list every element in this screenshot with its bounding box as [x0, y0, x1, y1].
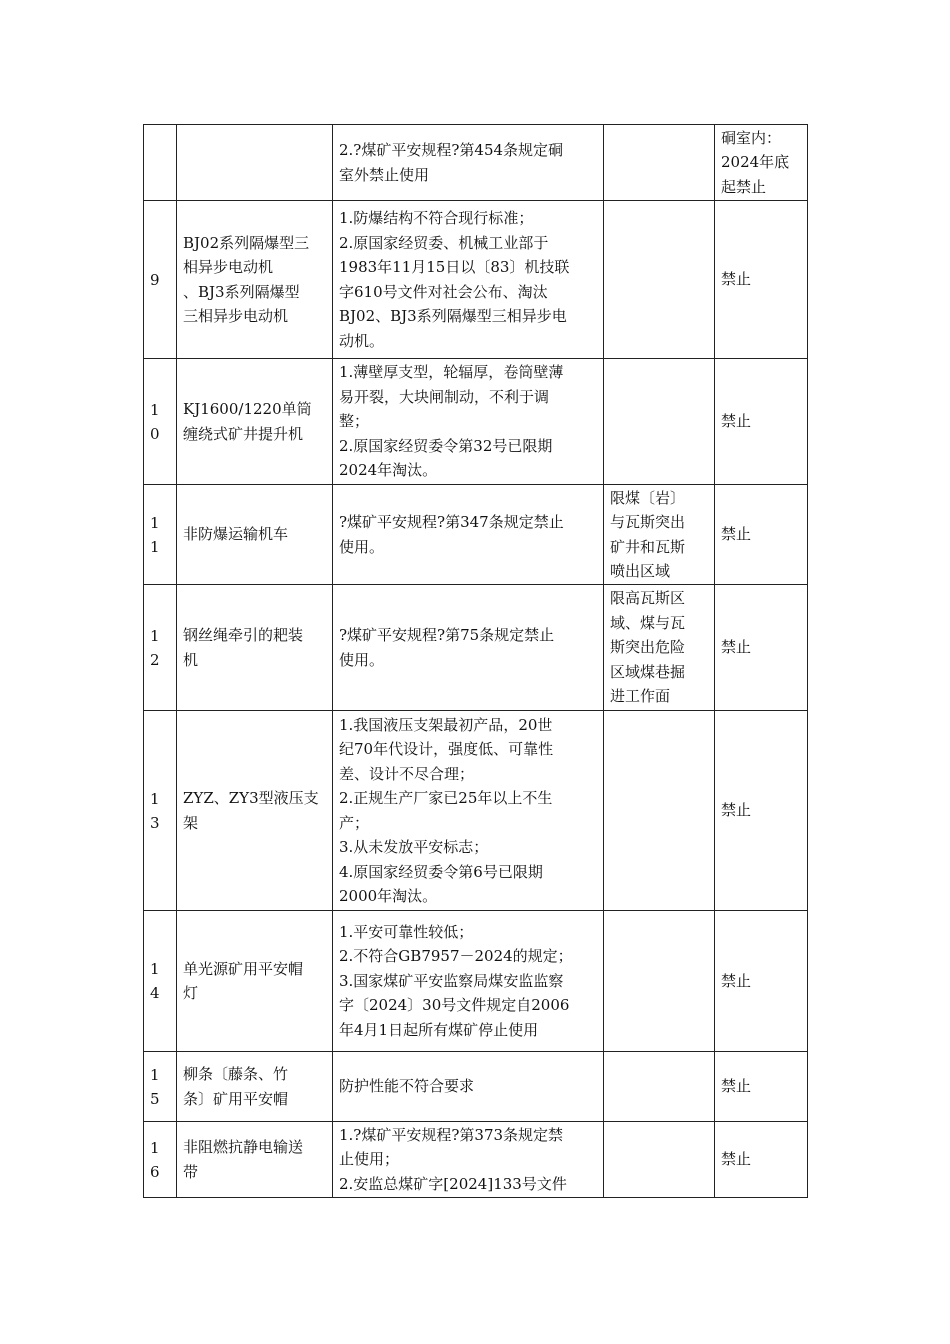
- ban-deadline-cell: [715, 1052, 808, 1122]
- table-row: [144, 359, 808, 485]
- equipment-name-line: KJ1600/1220单筒: [183, 400, 312, 418]
- equipment-name-cell: [177, 485, 333, 585]
- ban-reason-line: 1.防爆结构不符合现行标准；: [339, 209, 534, 227]
- restricted-scope-line: 区域煤巷掘: [610, 662, 686, 681]
- equipment-name-line: 非防爆运输机车: [183, 525, 289, 544]
- equipment-ban-table: [143, 124, 808, 1198]
- ban-reason-cell: [333, 1122, 604, 1198]
- row-number-line: 9: [150, 270, 160, 289]
- ban-reason-line: ?煤矿平安规程?第75条规定禁止: [339, 626, 555, 644]
- restricted-scope-line: 与瓦斯突出: [610, 513, 686, 531]
- row-number-line: 4: [150, 984, 160, 1002]
- ban-reason-line: 1.我国液压支架最初产品，20世: [339, 715, 553, 734]
- ban-deadline-cell: [715, 201, 808, 359]
- equipment-name-cell: [177, 911, 333, 1052]
- ban-reason-line: 产；: [339, 813, 370, 832]
- restricted-scope-line: 喷出区域: [610, 562, 671, 580]
- ban-deadline-line: 禁止: [721, 412, 752, 431]
- equipment-name-line: 钢丝绳牵引的耙装: [183, 626, 304, 644]
- ban-reason-cell: [333, 585, 604, 711]
- equipment-name-line: 、BJ3系列隔爆型: [183, 282, 300, 301]
- ban-reason-cell: [333, 911, 604, 1052]
- equipment-name-cell: [177, 1122, 333, 1198]
- table-row: [144, 201, 808, 359]
- equipment-name-line: 柳条〔藤条、竹: [183, 1065, 289, 1083]
- ban-reason-line: 1.薄壁厚支型，轮辐厚，卷筒壁薄: [339, 363, 564, 382]
- ban-reason-line: 年4月1日起所有煤矿停止使用: [339, 1020, 539, 1039]
- restricted-scope-cell: [604, 711, 715, 911]
- restricted-scope-cell: [604, 1122, 715, 1198]
- equipment-name-line: 架: [183, 813, 199, 832]
- ban-deadline-cell: [715, 359, 808, 485]
- ban-deadline-line: 禁止: [721, 801, 752, 820]
- table-row: [144, 485, 808, 585]
- equipment-name-cell: [177, 711, 333, 911]
- equipment-name-line: 单光源矿用平安帽: [183, 959, 304, 978]
- ban-deadline-line: 2024年底: [721, 153, 790, 172]
- ban-reason-line: ?煤矿平安规程?第347条规定禁止: [339, 513, 564, 531]
- equipment-name-line: 非阻燃抗静电输送: [183, 1138, 304, 1156]
- row-number-line: 2: [150, 650, 160, 669]
- row-number-line: 1: [150, 400, 160, 419]
- ban-reason-cell: [333, 485, 604, 585]
- equipment-name-cell: [177, 585, 333, 711]
- equipment-name-line: 灯: [183, 984, 199, 1002]
- ban-reason-line: 整；: [339, 412, 370, 431]
- table-row: [144, 125, 808, 201]
- restricted-scope-line: 限高瓦斯区: [610, 589, 686, 608]
- ban-reason-line: BJ02、BJ3系列隔爆型三相异步电: [339, 307, 567, 325]
- ban-reason-line: 差、设计不尽合理；: [339, 764, 475, 783]
- restricted-scope-line: 限煤〔岩〕: [610, 488, 686, 507]
- row-number-line: 1: [150, 1065, 160, 1084]
- equipment-name-line: 条〕矿用平安帽: [183, 1089, 289, 1108]
- equipment-name-line: 相异步电动机: [183, 258, 274, 276]
- row-number-cell: [144, 585, 177, 711]
- row-number-line: 0: [150, 424, 160, 443]
- row-number-line: 1: [150, 537, 160, 556]
- restricted-scope-cell: [604, 201, 715, 359]
- equipment-name-cell: [177, 359, 333, 485]
- ban-reason-line: 3.国家煤矿平安监察局煤安监监察: [339, 971, 564, 990]
- restricted-scope-line: 域、煤与瓦: [610, 613, 686, 632]
- restricted-scope-line: 进工作面: [610, 687, 671, 706]
- ban-reason-line: 室外禁止使用: [339, 165, 430, 184]
- ban-deadline-cell: [715, 711, 808, 911]
- table-row: [144, 585, 808, 711]
- ban-reason-cell: [333, 711, 604, 911]
- ban-deadline-line: 起禁止: [721, 177, 767, 196]
- ban-reason-cell: [333, 359, 604, 485]
- row-number-cell: [144, 359, 177, 485]
- row-number-cell: [144, 485, 177, 585]
- ban-reason-line: 1983年11月15日以〔83〕机技联: [339, 258, 570, 276]
- table-row: [144, 711, 808, 911]
- row-number-cell: [144, 911, 177, 1052]
- ban-reason-line: 1.平安可靠性较低；: [339, 922, 474, 941]
- restricted-scope-cell: [604, 585, 715, 711]
- restricted-scope-line: 矿井和瓦斯: [610, 537, 686, 556]
- row-number-line: 1: [150, 789, 160, 808]
- row-number-cell: [144, 125, 177, 201]
- ban-reason-line: 防护性能不符合要求: [339, 1077, 475, 1096]
- ban-reason-cell: [333, 201, 604, 359]
- restricted-scope-cell: [604, 911, 715, 1052]
- ban-reason-line: 2000年淘汰。: [339, 887, 438, 905]
- row-number-cell: [144, 711, 177, 911]
- restricted-scope-cell: [604, 125, 715, 201]
- ban-deadline-cell: [715, 585, 808, 711]
- ban-reason-line: 2.原国家经贸委、机械工业部于: [339, 233, 549, 252]
- ban-reason-line: 止使用；: [339, 1150, 400, 1169]
- row-number-line: 6: [150, 1162, 160, 1181]
- row-number-cell: [144, 1052, 177, 1122]
- ban-reason-line: 4.原国家经贸委令第6号已限期: [339, 862, 543, 881]
- ban-deadline-line: 禁止: [721, 270, 752, 289]
- ban-reason-line: 2024年淘汰。: [339, 461, 438, 480]
- ban-reason-line: 2.不符合GB7957－2024的规定；: [339, 947, 573, 966]
- ban-reason-line: 字610号文件对社会公布、淘汰: [339, 282, 548, 301]
- row-number-line: 3: [150, 813, 160, 832]
- ban-deadline-line: 禁止: [721, 638, 752, 657]
- row-number-line: 1: [150, 960, 160, 978]
- ban-reason-line: 纪70年代设计，强度低、可靠性: [339, 740, 554, 758]
- ban-deadline-line: 禁止: [721, 971, 752, 990]
- row-number-cell: [144, 1122, 177, 1198]
- ban-reason-line: 2.正规生产厂家已25年以上不生: [339, 789, 553, 807]
- equipment-name-line: BJ02系列隔爆型三: [183, 233, 310, 252]
- row-number-line: 1: [150, 1138, 160, 1157]
- ban-reason-cell: [333, 125, 604, 201]
- equipment-name-line: 三相异步电动机: [183, 307, 289, 325]
- ban-deadline-cell: [715, 125, 808, 201]
- ban-reason-line: 易开裂，大块闸制动，不利于调: [339, 387, 550, 406]
- ban-deadline-line: 禁止: [721, 1077, 752, 1096]
- row-number-line: 5: [150, 1089, 160, 1108]
- ban-reason-line: 2.安监总煤矿字[2024]133号文件: [339, 1174, 567, 1193]
- table-row: [144, 911, 808, 1052]
- equipment-name-line: 带: [183, 1162, 199, 1181]
- ban-deadline-cell: [715, 911, 808, 1052]
- restricted-scope-cell: [604, 1052, 715, 1122]
- ban-deadline-line: 禁止: [721, 1150, 752, 1169]
- equipment-name-line: ZYZ、ZY3型液压支: [183, 789, 319, 807]
- ban-reason-line: 1.?煤矿平安规程?第373条规定禁: [339, 1125, 564, 1144]
- row-number-cell: [144, 201, 177, 359]
- ban-reason-line: 2.原国家经贸委令第32号已限期: [339, 436, 553, 455]
- restricted-scope-line: 斯突出危险: [610, 638, 686, 657]
- ban-reason-line: 3.从未发放平安标志；: [339, 838, 489, 856]
- equipment-name-line: 缠绕式矿井提升机: [183, 424, 304, 443]
- equipment-name-cell: [177, 201, 333, 359]
- table-row: [144, 1052, 808, 1122]
- equipment-name-line: 机: [183, 650, 199, 669]
- ban-deadline-cell: [715, 485, 808, 585]
- ban-deadline-line: 禁止: [721, 525, 752, 544]
- row-number-line: 1: [150, 513, 160, 532]
- row-number-line: 1: [150, 626, 160, 645]
- ban-reason-line: 2.?煤矿平安规程?第454条规定硐: [339, 141, 564, 159]
- restricted-scope-cell: [604, 359, 715, 485]
- equipment-name-cell: [177, 125, 333, 201]
- restricted-scope-cell: [604, 485, 715, 585]
- equipment-name-cell: [177, 1052, 333, 1122]
- ban-reason-line: 动机。: [339, 331, 385, 350]
- ban-deadline-line: 硐室内：: [721, 128, 782, 147]
- table-row: [144, 1122, 808, 1198]
- ban-reason-line: 字〔2024〕30号文件规定自2006: [339, 996, 570, 1015]
- ban-reason-line: 使用。: [339, 537, 385, 556]
- ban-deadline-cell: [715, 1122, 808, 1198]
- ban-reason-cell: [333, 1052, 604, 1122]
- ban-reason-line: 使用。: [339, 650, 385, 669]
